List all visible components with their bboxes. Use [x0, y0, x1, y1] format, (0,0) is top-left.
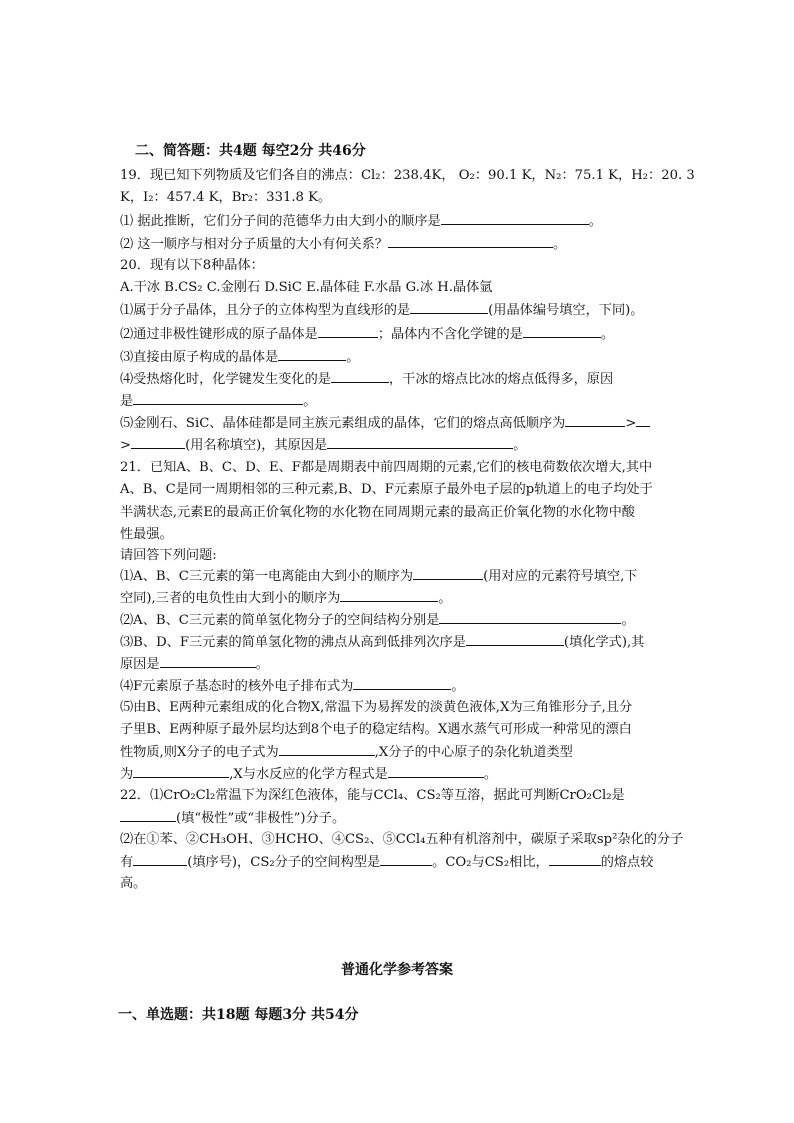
answer-blank[interactable] — [133, 764, 229, 778]
q21-sub3-text: ⑶B、D、F三元素的简单氢化物的沸点从高到低排列次序是 — [120, 635, 466, 650]
q20-sub5-mid: (用名称填空)，其原因是 — [185, 438, 328, 453]
q21-sub3-end: 。 — [255, 657, 269, 672]
q20-sub2-text: ⑵通过非极性键形成的原子晶体是 — [120, 327, 318, 342]
q22-line5: 高。 — [120, 876, 147, 891]
q21-ask: 请回答下列问题: — [120, 548, 217, 563]
q19-line1: 19．现已知下列物质及它们各自的沸点：Cl₂：238.4K， O₂：90.1 K，N₂：75.1 K，H₂：20. 3 — [120, 168, 695, 183]
q20-sub4-cont — [120, 391, 316, 412]
q19-sub1-end: 。 — [588, 214, 602, 229]
q22-line4-mid: (填序号)，CS₂分子的空间构型是 — [187, 855, 381, 870]
answer-blank[interactable] — [131, 435, 185, 449]
q20-sub5-end: 。 — [513, 438, 527, 453]
q19-sub2-end: 。 — [552, 237, 567, 252]
answer-blank[interactable] — [636, 413, 650, 427]
q22-line4 — [120, 852, 653, 873]
q19-sub1 — [120, 211, 602, 232]
q21-sub5-l2: 子里B、E两种原子最外层均达到8个电子的稳定结构。X遇水蒸气可形成一种常见的漂白 — [120, 722, 632, 737]
answers-section-heading: 一、单选题：共18题 每题3分 共54分 — [118, 1007, 359, 1023]
q19-line2: K，I₂：457.4 K，Br₂：331.8 K。 — [120, 190, 332, 205]
q20-sub5-gt: > — [625, 416, 637, 431]
q19-sub2-text: ⑵ 这一顺序与相对分子质量的大小有何关系？ — [120, 237, 388, 252]
q21-sub1-cont — [120, 588, 452, 609]
q21-sub5-l4-text: 为 — [120, 767, 134, 782]
q21-para3: 半满状态,元素E的最高正价氧化物的水化物在同周期元素的最高正价氧化物的水化物中酸 — [120, 505, 635, 520]
q21-sub1-text: ⑴A、B、C三元素的第一电离能由大到小的顺序为 — [120, 569, 414, 584]
q21-para1: 21．已知A、B、C、D、E、F都是周期表中前四周期的元素,它们的核电荷数依次增大,其中 — [120, 460, 653, 475]
q22-line1: 22．⑴CrO₂Cl₂常温下为深红色液体，能与CCl₄、CS₂等互溶，据此可判断CrO₂Cl₂是 — [120, 788, 625, 803]
answer-blank[interactable] — [380, 852, 432, 866]
q21-sub5-l3-text: 性物质,则X分子的电子式为 — [120, 745, 279, 760]
q20-sub5-gt2: > — [120, 438, 132, 453]
q20-sub4-cont-text: 是 — [120, 394, 134, 409]
q22-line4-mid2: 。CO₂与CS₂相比， — [432, 855, 549, 870]
q21-sub5-l3 — [120, 742, 573, 763]
q21-sub5-l1: ⑸由B、E两种元素组成的化合物X,常温下为易挥发的淡黄色液体,X为三角锥形分子,且分 — [120, 700, 633, 715]
q21-sub2-end: 。 — [621, 613, 635, 628]
answer-blank[interactable] — [413, 566, 483, 580]
q21-sub4-end: 。 — [451, 679, 465, 694]
answer-blank[interactable] — [327, 435, 513, 449]
q20-sub4-text: ⑷受热熔化时，化学键发生变化的是 — [120, 372, 331, 387]
q20-intro: 20．现有以下8种晶体： — [120, 258, 264, 273]
q22-line2 — [120, 808, 345, 829]
q21-sub2 — [120, 610, 635, 631]
q20-sub4 — [120, 369, 613, 390]
answer-blank[interactable] — [388, 234, 553, 248]
answer-blank[interactable] — [318, 324, 378, 338]
answer-blank[interactable] — [353, 676, 451, 690]
answer-blank[interactable] — [331, 369, 389, 383]
q20-sub3-end: 。 — [346, 350, 360, 365]
q21-sub5-l4-end: 。 — [483, 767, 498, 782]
q21-sub3-cont-text: 原因是 — [120, 657, 160, 672]
answer-blank[interactable] — [278, 347, 346, 361]
q21-sub1 — [120, 566, 637, 587]
q19-sub1-text: ⑴ 据此推断，它们分子间的范德华力由大到小的顺序是 — [120, 214, 441, 229]
q21-sub5-l3-mid: ,X分子的中心原子的杂化轨道类型 — [374, 745, 573, 760]
q20-sub2-mid: ；晶体内不含化学键的是 — [377, 327, 523, 342]
q21-sub5-l4 — [120, 764, 497, 785]
answer-blank[interactable] — [410, 300, 488, 314]
q21-sub1-cont-text: 空同),三者的电负性由大到小的顺序为 — [120, 591, 341, 606]
q21-sub3-cont — [120, 654, 269, 675]
answer-blank[interactable] — [120, 808, 176, 822]
q20-options: A.干冰 B.CS₂ C.金刚石 D.SiC E.晶体硅 F.水晶 G.冰 H.晶体氩 — [120, 280, 493, 295]
q20-sub2-end: 。 — [600, 327, 615, 342]
q20-sub3 — [120, 347, 359, 368]
q20-sub4-end: 。 — [303, 394, 317, 409]
q21-sub1-end: 。 — [438, 591, 452, 606]
q20-sub3-text: ⑶直接由原子构成的晶体是 — [120, 350, 279, 365]
answer-blank[interactable] — [549, 852, 601, 866]
q22-line4-end: 的熔点较 — [600, 855, 654, 870]
q20-sub2 — [120, 324, 614, 345]
answer-blank[interactable] — [133, 391, 303, 405]
answer-blank[interactable] — [523, 324, 601, 338]
q21-para2: A、B、C是同一周期相邻的三种元素,B、D、F元素原子最外电子层的p轨道上的电子均处于 — [120, 482, 653, 497]
q19-sub2 — [120, 234, 566, 255]
q20-sub1-end: (用晶体编号填空，下同)。 — [488, 303, 644, 318]
answer-blank[interactable] — [340, 588, 438, 602]
q21-sub2-text: ⑵A、B、C三元素的简单氢化物分子的空间结构分别是 — [120, 613, 440, 628]
q22-line3: ⑵在①苯、②CH₃OH、③HCHO、④CS₂、⑤CCl₄五种有机溶剂中，碳原子采取sp²杂化的分子 — [120, 832, 684, 847]
q20-sub5-text: ⑸金刚石、SiC、晶体硅都是同主族元素组成的晶体，它们的熔点高低顺序为 — [120, 416, 566, 431]
q21-sub5-l4-mid: ,X与水反应的化学方程式是 — [229, 767, 388, 782]
answer-blank[interactable] — [439, 610, 621, 624]
section-heading: 二、简答题：共4题 每空2分 共46分 — [135, 143, 366, 159]
q20-sub1 — [120, 300, 643, 321]
answer-blank[interactable] — [441, 211, 589, 225]
q22-line4-text: 有 — [120, 855, 134, 870]
answers-title: 普通化学参考答案 — [341, 962, 453, 978]
answer-blank[interactable] — [565, 413, 625, 427]
q22-line2-text: (填“极性”或“非极性”)分子。 — [176, 811, 346, 826]
q21-sub3 — [120, 632, 644, 653]
q20-sub5-cont — [120, 435, 526, 456]
answer-blank[interactable] — [133, 852, 187, 866]
answer-blank[interactable] — [279, 742, 375, 756]
answer-blank[interactable] — [466, 632, 564, 646]
q21-sub4 — [120, 676, 465, 697]
q21-para4: 性最强。 — [120, 527, 173, 542]
q21-sub1-mid: (用对应的元素符号填空,下 — [483, 569, 638, 584]
q20-sub1-text: ⑴属于分子晶体，且分子的立体构型为直线形的是 — [120, 303, 411, 318]
q20-sub5 — [120, 413, 650, 434]
answer-blank[interactable] — [160, 654, 256, 668]
q20-sub4-mid: ，干冰的熔点比冰的熔点低得多，原因 — [389, 372, 614, 387]
q21-sub4-text: ⑷F元素原子基态时的核外电子排布式为 — [120, 679, 354, 694]
answer-blank[interactable] — [388, 764, 484, 778]
q21-sub3-mid: (填化学式),其 — [563, 635, 645, 650]
